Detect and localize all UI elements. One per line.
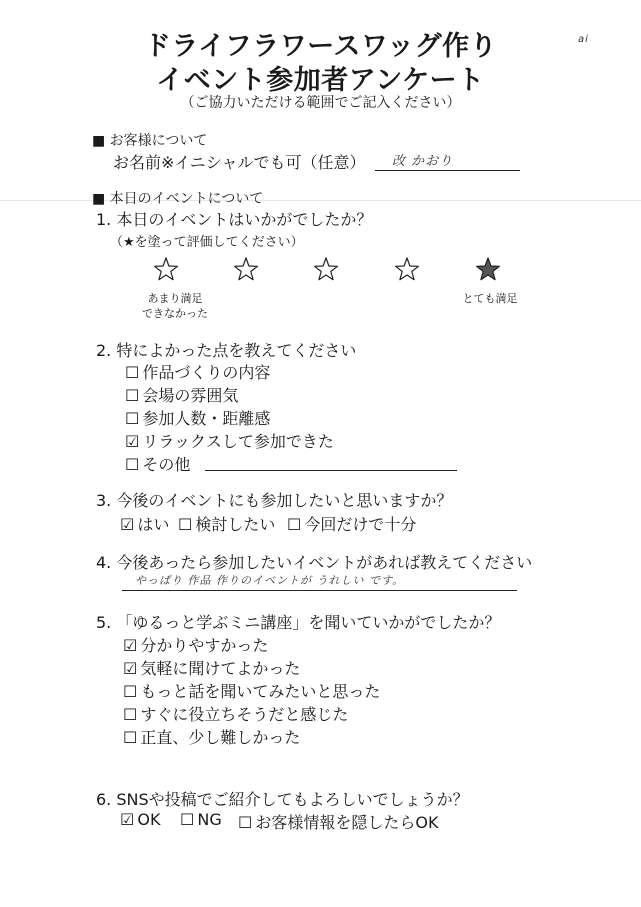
q5-option-label: 正直、少し難しかった bbox=[140, 728, 301, 747]
star-outline-icon[interactable] bbox=[393, 255, 421, 283]
q5-option-1[interactable] bbox=[123, 656, 300, 679]
checkbox-checked-icon[interactable]: ☑ bbox=[123, 659, 138, 678]
checkbox-unchecked-icon[interactable]: ☐ bbox=[287, 515, 302, 534]
q2-label: 2. 特によかった点を教えてください bbox=[96, 341, 357, 360]
q6-option-label: NG bbox=[197, 810, 222, 829]
q1-low-label-1: あまり満足 bbox=[147, 292, 203, 305]
section-customer-heading: ■ お客様について bbox=[92, 133, 208, 149]
q2-option-label: 参加人数・距離感 bbox=[142, 409, 271, 428]
name-field-value[interactable]: 改 かおり bbox=[392, 154, 454, 169]
q6-label: 6. SNSや投稿でご紹介してもよろしいでしょうか？ bbox=[96, 790, 469, 809]
q1-low-label-2: できなかった bbox=[142, 307, 208, 320]
q1-note: （★を塗って評価してください） bbox=[110, 235, 304, 250]
q6-option-label: OK bbox=[137, 810, 161, 829]
q2-option-label: 作品づくりの内容 bbox=[142, 363, 271, 382]
q4-answer-underline bbox=[122, 590, 517, 591]
checkbox-checked-icon[interactable]: ☑ bbox=[123, 636, 138, 655]
q5-option-label: すぐに役立ちそうだと感じた bbox=[140, 705, 349, 724]
q3-option-label: 検討したい bbox=[195, 515, 276, 534]
checkbox-unchecked-icon[interactable]: ☐ bbox=[123, 682, 138, 701]
q3-option-0[interactable] bbox=[120, 512, 169, 535]
checkbox-unchecked-icon[interactable]: ☐ bbox=[238, 813, 253, 832]
q6-option-label: お客様情報を隠したらOK bbox=[255, 813, 439, 832]
checkbox-unchecked-icon[interactable]: ☐ bbox=[180, 810, 195, 829]
name-field-label: お名前※イニシャルでも可（任意） bbox=[113, 153, 366, 172]
q2-option-label: リラックスして参加できた bbox=[142, 432, 334, 451]
q2-option-3[interactable] bbox=[125, 429, 334, 452]
q2-option-1[interactable] bbox=[125, 383, 238, 406]
q6-option-2[interactable] bbox=[238, 810, 438, 833]
q2-option-0[interactable] bbox=[125, 360, 270, 383]
checkbox-unchecked-icon[interactable]: ☐ bbox=[125, 386, 140, 405]
checkbox-checked-icon[interactable]: ☑ bbox=[125, 432, 140, 451]
checkbox-unchecked-icon[interactable]: ☐ bbox=[178, 515, 193, 534]
q4-answer[interactable]: やっぱり 作品 作りのイベントが うれしい です。 bbox=[135, 574, 405, 587]
q3-option-1[interactable] bbox=[178, 512, 275, 535]
page-mark: ai bbox=[578, 34, 589, 45]
checkbox-unchecked-icon[interactable]: ☐ bbox=[123, 728, 138, 747]
page-subtitle: （ご協力いただける範囲でご記入ください） bbox=[180, 95, 461, 111]
q1-high-label: とても満足 bbox=[462, 292, 518, 305]
q3-option-2[interactable] bbox=[287, 512, 416, 535]
checkbox-unchecked-icon[interactable]: ☐ bbox=[125, 455, 140, 474]
star-outline-icon[interactable] bbox=[152, 255, 180, 283]
checkbox-unchecked-icon[interactable]: ☐ bbox=[125, 409, 140, 428]
page-title-line-1: ドライフラワースワッグ作り bbox=[143, 31, 498, 62]
q5-option-0[interactable] bbox=[123, 633, 268, 656]
page-title-line-2: イベント参加者アンケート bbox=[156, 65, 485, 96]
q3-option-label: はい bbox=[137, 515, 170, 534]
name-field-underline bbox=[375, 170, 520, 171]
q3-label: 3. 今後のイベントにも参加したいと思いますか？ bbox=[96, 491, 453, 510]
checkbox-checked-icon[interactable]: ☑ bbox=[120, 810, 135, 829]
q2-option-label: 会場の雰囲気 bbox=[142, 386, 239, 405]
checkbox-checked-icon[interactable]: ☑ bbox=[120, 515, 135, 534]
q2-other-underline bbox=[205, 470, 457, 471]
q5-option-2[interactable] bbox=[123, 679, 380, 702]
q6-option-0[interactable] bbox=[120, 810, 160, 829]
q5-option-label: 分かりやすかった bbox=[140, 636, 269, 655]
q5-label: 5. 「ゆるっと学ぶミニ講座」を聞いていかがでしたか？ bbox=[96, 613, 501, 632]
q6-option-1[interactable] bbox=[180, 810, 222, 829]
star-filled-icon[interactable] bbox=[474, 255, 502, 283]
checkbox-unchecked-icon[interactable]: ☐ bbox=[125, 363, 140, 382]
q2-option-label: その他 bbox=[142, 455, 191, 474]
star-outline-icon[interactable] bbox=[232, 255, 260, 283]
q5-option-3[interactable] bbox=[123, 702, 348, 725]
q1-label: 1. 本日のイベントはいかがでしたか？ bbox=[96, 210, 373, 229]
q2-option-4[interactable] bbox=[125, 452, 190, 475]
q4-label: 4. 今後あったら参加したいイベントがあれば教えてください bbox=[96, 553, 533, 572]
section-event-heading: ■ 本日のイベントについて bbox=[92, 191, 264, 207]
q5-option-label: 気軽に聞けてよかった bbox=[140, 659, 301, 678]
q5-option-4[interactable] bbox=[123, 725, 300, 748]
q2-option-2[interactable] bbox=[125, 406, 270, 429]
q3-option-label: 今回だけで十分 bbox=[304, 515, 417, 534]
checkbox-unchecked-icon[interactable]: ☐ bbox=[123, 705, 138, 724]
q5-option-label: もっと話を聞いてみたいと思った bbox=[140, 682, 381, 701]
star-outline-icon[interactable] bbox=[312, 255, 340, 283]
